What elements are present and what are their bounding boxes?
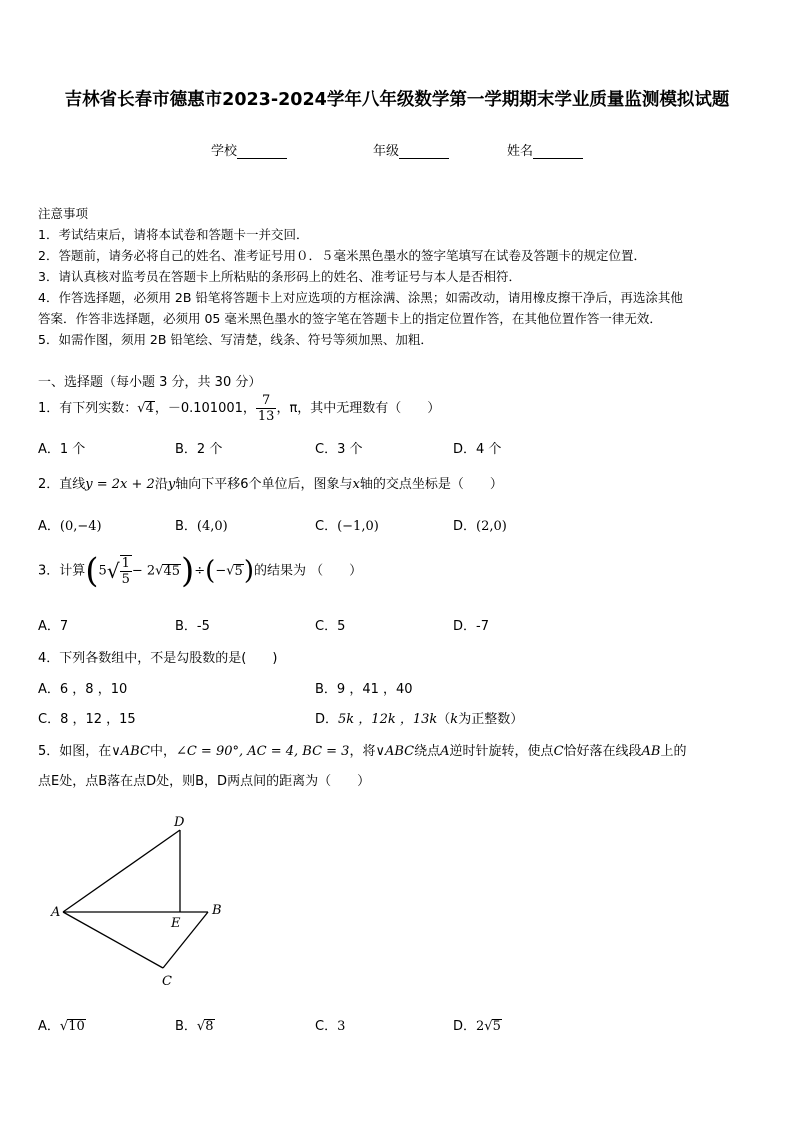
q2-option-value: (−1,0) <box>337 519 379 534</box>
question-2 <box>38 473 503 492</box>
q4-option-d[interactable] <box>315 708 523 727</box>
label-b: B <box>212 903 222 918</box>
q3-option-a[interactable]: A．7 <box>38 619 69 634</box>
notice-heading: 注意事项 <box>38 206 89 221</box>
grade-label: 年级 <box>373 144 400 159</box>
sqrt-icon: √ <box>155 563 164 579</box>
segment-bc <box>163 912 208 968</box>
q3-option-c[interactable]: C．5 <box>315 619 346 634</box>
left-paren-icon: ( <box>205 556 216 586</box>
q5-option-value: 3 <box>337 1019 346 1034</box>
q3-neg: − <box>215 563 227 579</box>
q1-sqrt-arg: 4 <box>145 401 154 416</box>
sqrt-icon: √ <box>196 1019 206 1034</box>
q3-div: ÷ <box>194 563 206 579</box>
q2-option-b[interactable] <box>175 515 228 534</box>
sqrt-icon: √ <box>226 563 235 579</box>
label-d: D <box>174 815 185 830</box>
q5-option-d[interactable] <box>453 1015 502 1034</box>
q5-text: 中， <box>149 744 176 759</box>
q4-option-a[interactable]: A．6 ，8 ，10 <box>38 682 128 697</box>
question-4: 4．下列各数组中，不是勾股数的是( ) <box>38 651 278 666</box>
question-5-line-2: 点E处，点B落在点D处，则B，D两点间的距离为（ ） <box>38 774 371 789</box>
sqrt-icon: √ <box>106 559 120 583</box>
q4-option-d-letter: D． <box>315 712 339 727</box>
q2-option-c[interactable] <box>315 515 379 534</box>
segment-ac <box>63 912 163 968</box>
q1-fraction <box>256 393 277 424</box>
q2-mid1: 沿 <box>154 477 168 492</box>
question-5-line-1 <box>38 740 687 759</box>
grade-field <box>373 140 449 159</box>
q4-option-d-paren: （ <box>437 712 451 727</box>
school-label: 学校 <box>211 144 238 159</box>
right-paren-icon: ) <box>243 556 254 586</box>
label-c: C <box>162 974 172 989</box>
q3-minus: − 2 <box>131 563 156 579</box>
right-paren-icon: ) <box>181 551 195 591</box>
sqrt-icon: √ <box>484 1019 493 1034</box>
q5-conditions: ∠C = 90°, AC = 4, BC = 3 <box>175 744 350 759</box>
notice-line: 2．答题前，请务必将自己的姓名、准考证号用０．５毫米黑色墨水的签字笔填写在试卷及答题卡的规定位置． <box>38 248 646 263</box>
q1-prefix: 1．有下列实数： <box>38 401 138 416</box>
name-field <box>507 140 583 159</box>
q3-frac-den: 5 <box>121 572 130 587</box>
q5-option-b[interactable] <box>175 1015 215 1034</box>
q2-option-letter: C． <box>315 519 338 534</box>
notice-line: 4．作答选择题，必须用 2B 铅笔将答题卡上对应选项的方框涂满、涂黑；如需改动，请用橡皮擦干净后，再选涂其他 <box>38 290 683 305</box>
q5-text: 恰好落在线段 <box>563 744 642 759</box>
q3-prefix: 3．计算 <box>38 563 86 579</box>
q2-axis-x: x <box>352 477 360 492</box>
q5-text: 5．如图，在 <box>38 744 112 759</box>
q1-option-c[interactable]: C．3 个 <box>315 442 363 457</box>
q3-coef: 5 <box>98 563 107 579</box>
q5-text: 逆时针旋转，使点 <box>449 744 554 759</box>
section-heading: 一、选择题（每小题 3 分，共 30 分） <box>38 375 262 390</box>
q1-sep: ，－0.101001， <box>154 401 256 416</box>
q2-option-letter: A． <box>38 519 60 534</box>
q5-point-c: C <box>553 744 564 759</box>
q2-option-letter: D． <box>453 519 477 534</box>
q1-frac-den: 13 <box>257 409 275 424</box>
q2-option-letter: B． <box>175 519 197 534</box>
q5-triangle: ∨ABC <box>375 744 415 759</box>
segment-ad <box>63 830 180 912</box>
q5-option-value: 10 <box>68 1019 85 1034</box>
q1-tail: ，π，其中无理数有（ ） <box>276 401 441 416</box>
q3-frac-num: 1 <box>121 556 130 571</box>
q3-tail: 的结果为 （ ） <box>253 563 363 579</box>
q4-option-d-values: 5k ，12k ，13k <box>338 712 438 727</box>
q3-fraction <box>120 555 132 587</box>
q5-text: 上的 <box>660 744 687 759</box>
q2-option-value: (4,0) <box>196 519 228 534</box>
notice-line: 1．考试结束后，请将本试卷和答题卡一并交回． <box>38 227 309 242</box>
q2-option-value: (2,0) <box>476 519 507 534</box>
name-label: 姓名 <box>507 144 534 159</box>
name-blank <box>533 144 583 159</box>
q3-option-b[interactable]: B．-5 <box>175 619 210 634</box>
left-paren-icon: ( <box>85 551 99 591</box>
q2-option-value: (0,−4) <box>59 519 102 534</box>
triangle-lines <box>63 830 208 968</box>
q2-tail: 轴的交点坐标是（ ） <box>359 477 503 492</box>
label-a: A <box>51 905 61 920</box>
question-3 <box>38 551 363 591</box>
school-blank <box>237 144 287 159</box>
q3-option-d[interactable]: D．-7 <box>453 619 489 634</box>
q5-option-value: 5 <box>492 1019 501 1034</box>
notice-line: 答案．作答非选择题，必须用 05 毫米黑色墨水的签字笔在答题卡上的指定位置作答，在其他位置作答一律无效． <box>38 311 662 326</box>
q4-option-c[interactable]: C．8 ，12 ，15 <box>38 712 136 727</box>
q5-option-a[interactable] <box>38 1015 86 1034</box>
q2-prefix: 2．直线 <box>38 477 86 492</box>
q5-text: ，将 <box>349 744 376 759</box>
notice-line: 3．请认真核对监考员在答题卡上所粘贴的条形码上的姓名、准考证号与本人是否相符． <box>38 269 521 284</box>
q4-option-d-tail: 为正整数） <box>458 712 524 727</box>
q2-option-a[interactable] <box>38 515 102 534</box>
q2-axis-y: y <box>167 477 176 492</box>
q5-text: 绕点 <box>414 744 441 759</box>
sqrt-icon: √ <box>59 1019 69 1034</box>
notice-line: 5．如需作图，须用 2B 铅笔绘、写清楚，线条、符号等须加黑、加粗． <box>38 332 433 347</box>
q5-segment: AB <box>641 744 661 759</box>
q5-option-letter: B． <box>175 1019 197 1034</box>
label-e: E <box>171 916 181 931</box>
q3-sqrt-5: 5 <box>234 563 243 579</box>
q1-option-d[interactable]: D．4 个 <box>453 442 502 457</box>
q5-point-a: A <box>440 744 450 759</box>
q5-option-d-coef: 2 <box>476 1019 485 1034</box>
question-1 <box>38 393 440 424</box>
q4-option-d-k: k <box>450 712 459 727</box>
q1-option-a[interactable]: A．1 个 <box>38 442 86 457</box>
q2-mid2: 轴向下平移6个单位后，图象与 <box>175 477 353 492</box>
q1-frac-num: 7 <box>256 393 277 409</box>
q1-option-b[interactable]: B．2 个 <box>175 442 223 457</box>
q2-equation: y = 2x + 2 <box>85 477 155 492</box>
q5-triangle: ∨ABC <box>111 744 150 759</box>
sqrt-icon: √ <box>137 401 146 416</box>
exam-title: 吉林省长春市德惠市2023-2024学年八年级数学第一学期期末学业质量监测模拟试题 <box>64 90 730 110</box>
q5-option-letter: D． <box>453 1019 477 1034</box>
q5-option-value: 8 <box>205 1019 214 1034</box>
grade-blank <box>399 144 449 159</box>
q2-option-d[interactable] <box>453 515 507 534</box>
q5-option-letter: A． <box>38 1019 60 1034</box>
q5-option-c[interactable] <box>315 1015 345 1034</box>
q5-option-letter: C． <box>315 1019 338 1034</box>
q4-option-b[interactable]: B．9 ，41 ，40 <box>315 682 413 697</box>
q3-sqrt-45: 45 <box>163 563 180 579</box>
school-field <box>211 140 287 159</box>
